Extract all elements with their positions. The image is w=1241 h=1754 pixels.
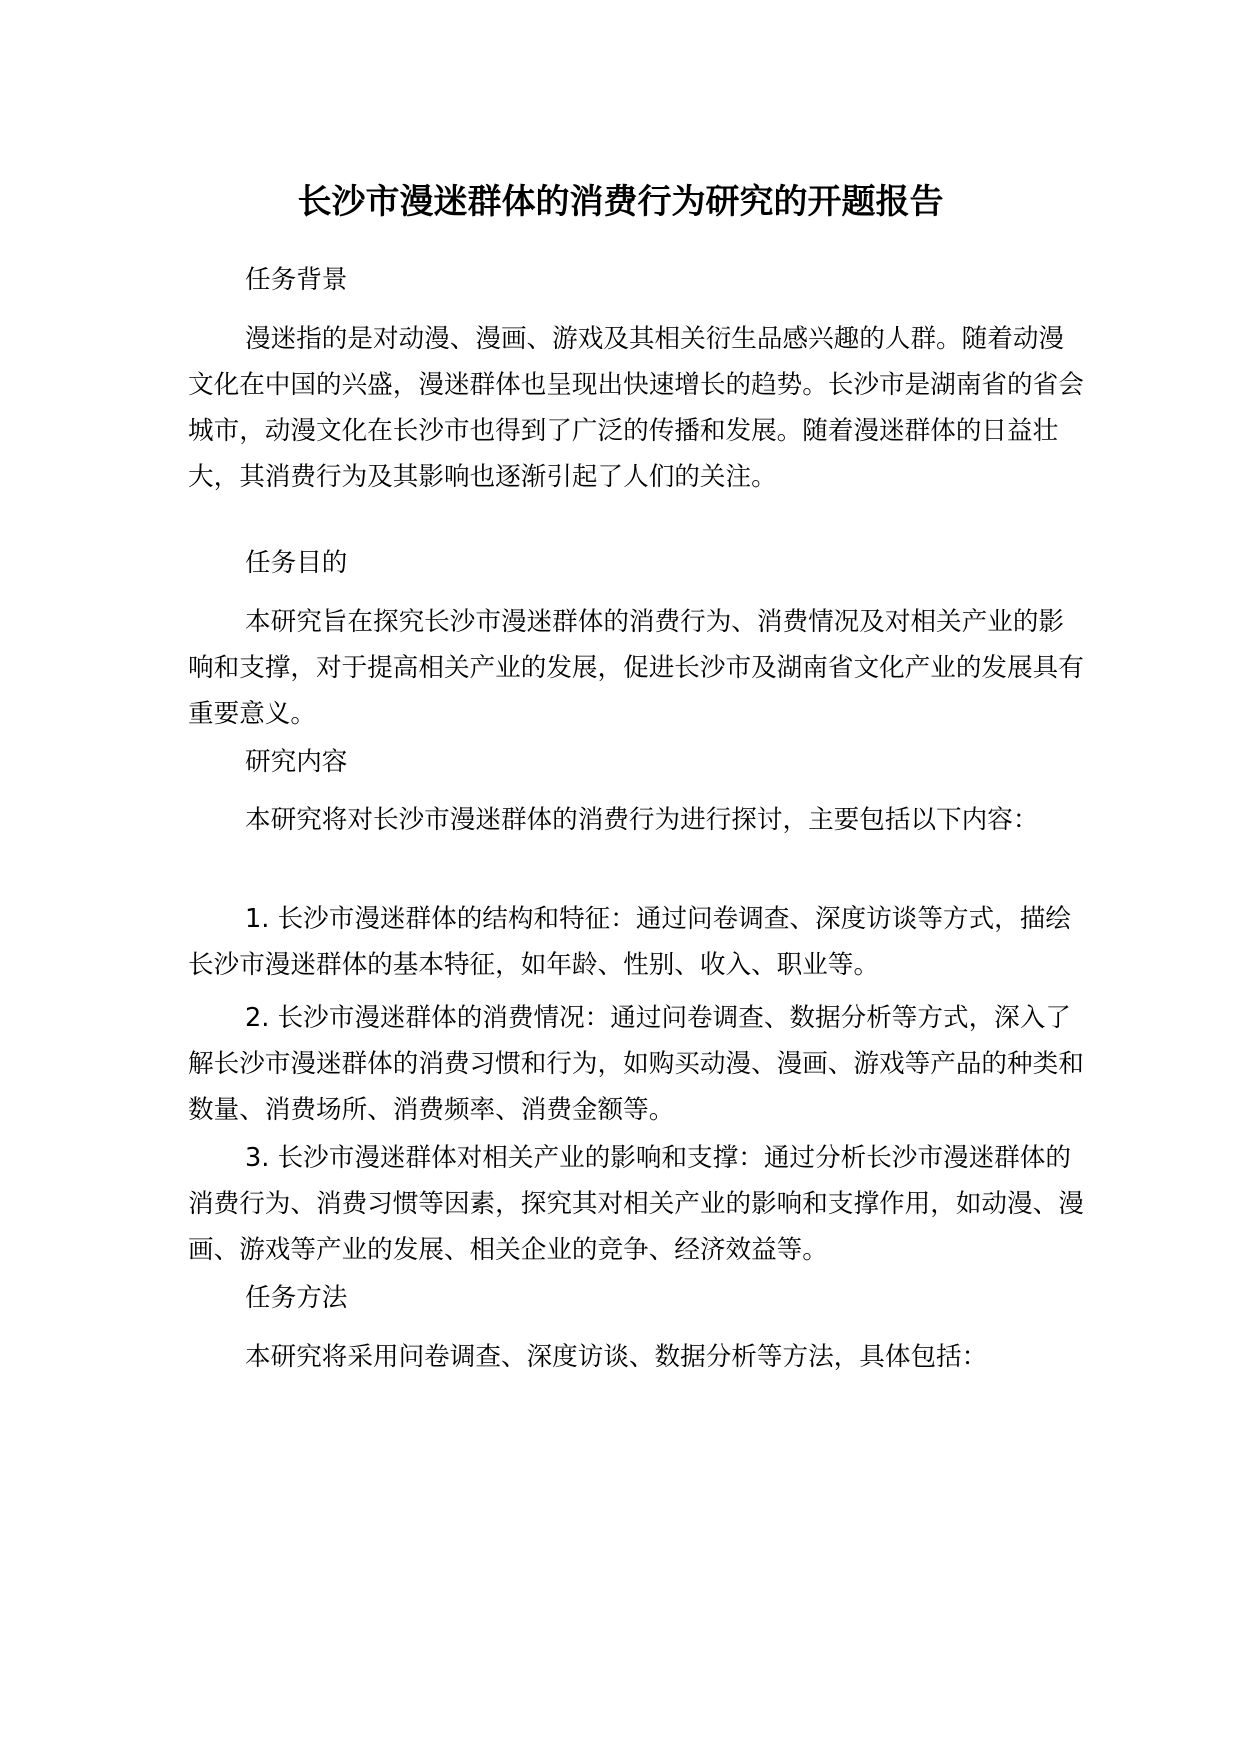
section-heading-background: 任务背景 bbox=[245, 265, 348, 295]
section-heading-method: 任务方法 bbox=[245, 1283, 348, 1313]
paragraph-content-intro: 本研究将对长沙市漫迷群体的消费行为进行探讨，主要包括以下内容： bbox=[245, 805, 1039, 835]
section-heading-purpose: 任务目的 bbox=[245, 548, 348, 578]
section-heading-content: 研究内容 bbox=[245, 747, 348, 777]
paragraph-method: 本研究将采用问卷调查、深度访谈、数据分析等方法，具体包括： bbox=[245, 1342, 988, 1372]
list-item-2: 2. 长沙市漫迷群体的消费情况：通过问卷调查、数据分析等方式，深入了解长沙市漫迷群体的消费习惯和行为，如购买动漫、漫画、游戏等产品的种类和数量、消费场所、消费频率、消费金额等。 bbox=[188, 1003, 1084, 1125]
list-item-3: 3. 长沙市漫迷群体对相关产业的影响和支撑：通过分析长沙市漫迷群体的消费行为、消费习惯等因素，探究其对相关产业的影响和支撑作用，如动漫、漫画、游戏等产业的发展、相关企业的竞争、经济效益等。 bbox=[188, 1143, 1084, 1265]
paragraph-background: 漫迷指的是对动漫、漫画、游戏及其相关衍生品感兴趣的人群。随着动漫文化在中国的兴盛，漫迷群体也呈现出快速增长的趋势。长沙市是湖南省的省会城市，动漫文化在长沙市也得到了广泛的传播和发展。随着漫迷群体的日益壮大，其消费行为及其影响也逐渐引起了人们的关注。 bbox=[188, 324, 1084, 492]
document-title: 长沙市漫迷群体的消费行为研究的开题报告 bbox=[297, 182, 944, 222]
paragraph-purpose: 本研究旨在探究长沙市漫迷群体的消费行为、消费情况及对相关产业的影响和支撑，对于提高相关产业的发展，促进长沙市及湖南省文化产业的发展具有重要意义。 bbox=[188, 607, 1084, 729]
list-item-1: 1. 长沙市漫迷群体的结构和特征：通过问卷调查、深度访谈等方式，描绘长沙市漫迷群体的基本特征，如年龄、性别、收入、职业等。 bbox=[188, 904, 1071, 980]
